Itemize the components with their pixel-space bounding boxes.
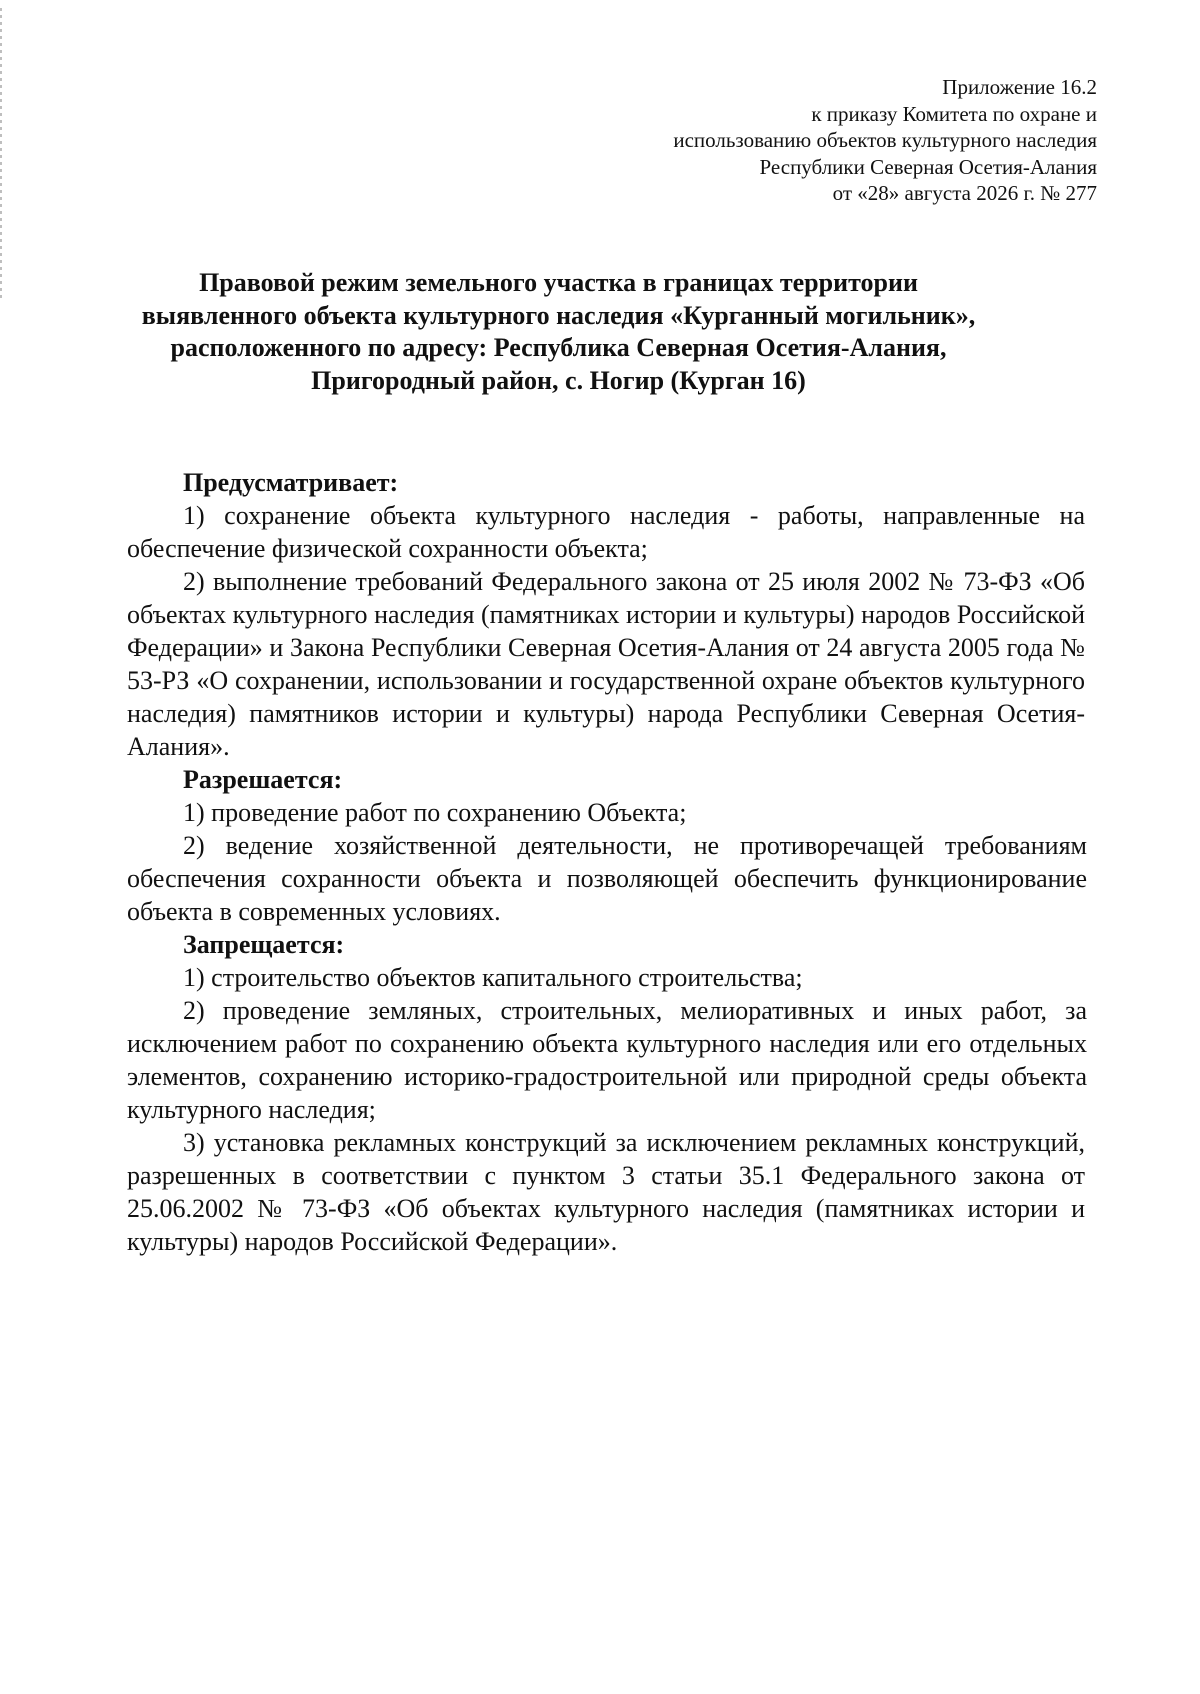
appendix-republic-line: Республики Северная Осетия-Алания — [759, 154, 1097, 179]
prohibited-item: 3) установка рекламных конструкций за исключением рекламных конструкций, разрешенных в соответствии с пунктом 3 статьи 35.1 Федерального закона от 25.06.2002 № 73-ФЗ «Об объектах культурного наследия (памятниках истории и культуры) народов Российской Федерации». — [127, 1128, 1085, 1256]
permitted-item: 1) проведение работ по сохранению Объекта; — [183, 798, 687, 827]
title-line: расположенного по адресу: Республика Северная Осетия-Алания, — [170, 333, 947, 363]
appendix-order-line: к приказу Комитета по охране и — [811, 101, 1097, 126]
document-body — [127, 466, 1085, 1258]
permitted-heading: Разрешается: — [183, 765, 343, 794]
appendix-date-line: от «28» августа 2026 г. № 277 — [832, 181, 1097, 205]
document-title — [120, 267, 997, 397]
prohibited-item: 1) строительство объектов капитального строительства; — [183, 963, 803, 992]
appendix-block — [540, 74, 1097, 207]
prohibited-heading: Запрещается: — [183, 930, 345, 959]
title-line: Правовой режим земельного участка в границах территории — [199, 268, 918, 297]
provides-heading: Предусматривает: — [183, 468, 399, 497]
appendix-committee-line: использованию объектов культурного наследия — [673, 128, 1097, 152]
scan-edge-artifact — [0, 8, 2, 298]
permitted-item: 2) ведение хозяйственной деятельности, не противоречащей требованиям обеспечения сохранности объекта и позволяющей обеспечить функционирование объекта в современных условиях. — [127, 831, 1087, 926]
title-line: Пригородный район, с. Ногир (Курган 16) — [311, 365, 806, 395]
provides-item: 1) сохранение объекта культурного наследия - работы, направленные на обеспечение физической сохранности объекта; — [127, 501, 1085, 563]
appendix-number: Приложение 16.2 — [942, 75, 1097, 99]
prohibited-item: 2) проведение земляных, строительных, мелиоративных и иных работ, за исключением работ по сохранению объекта культурного наследия или его отдельных элементов, сохранению историко-градостроительной или природной среды объекта культурного наследия; — [127, 996, 1087, 1124]
title-line: выявленного объекта культурного наследия «Курганный могильник», — [141, 300, 976, 330]
provides-item: 2) выполнение требований Федерального закона от 25 июля 2002 № 73-ФЗ «Об объектах культурного наследия (памятниках истории и культуры) народов Российской Федерации» и Закона Республики Северная Осетия-Алания от 24 августа 2005 года № 53-РЗ «О сохранении, использовании и государственной охране объектов культурного наследия) памятников истории и культуры) народа Республики Северная Осетия-Алания». — [127, 567, 1085, 761]
